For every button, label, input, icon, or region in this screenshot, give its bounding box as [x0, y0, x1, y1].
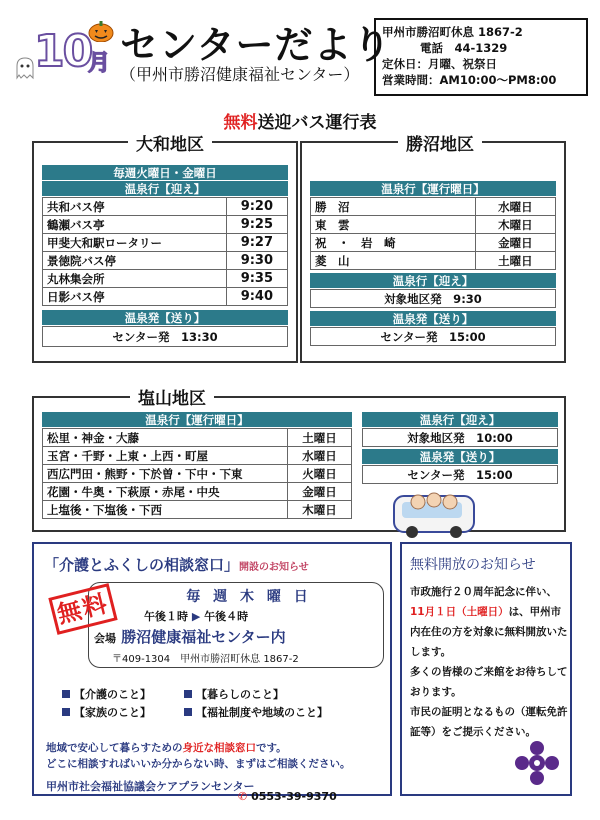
consultation-message-1: 地域で安心して暮らすための身近な相談窓口です。: [46, 742, 287, 754]
square-bullet-icon: [62, 690, 70, 698]
stop-time: 9:35: [226, 270, 287, 288]
stop-name: 景徳院バス停: [43, 252, 227, 270]
hours-start: 午後１時: [144, 610, 188, 623]
consultation-address: 〒409-1304 甲州市勝沼町休息 1867-2: [112, 654, 299, 665]
katsunuma-pickup-text: 対象地区発 9:30: [311, 290, 556, 308]
area-name: 祝 ・ 岩 崎: [311, 234, 476, 252]
area-name: 花園・牛奥・下萩原・赤尾・中央: [43, 483, 288, 501]
consultation-box: [32, 542, 392, 796]
free-opening-heading: 無料開放のお知らせ: [410, 557, 536, 573]
stop-time: 9:25: [226, 216, 287, 234]
consultation-title: 「介護とふくしの相談窓口」: [44, 556, 240, 574]
katsunuma-band-return: 温泉発【送り】: [310, 311, 556, 327]
city-emblem-icon: [514, 740, 560, 786]
area-name: 菱 山: [311, 252, 476, 270]
stop-name: 日影バス停: [43, 288, 227, 306]
info-tel: 電話 44-1329: [420, 41, 508, 55]
page-subtitle: （甲州市勝沼健康福祉センター）: [120, 65, 360, 84]
square-bullet-icon: [184, 690, 192, 698]
info-hours: 営業時間：AM10:00～PM8:00: [382, 73, 557, 87]
stop-name: 共和バス停: [43, 198, 227, 216]
area-day: 金曜日: [288, 483, 352, 501]
square-bullet-icon: [62, 708, 70, 716]
month-number: 10: [34, 26, 92, 77]
consultation-organization: 甲州市社会福祉協議会ケアプランセンター: [46, 780, 255, 793]
yamato-pickup-band: 温泉行【迎え】: [42, 181, 288, 197]
table-row: [311, 216, 556, 234]
area-name: 上塩後・下塩後・下西: [43, 501, 288, 519]
table-row: [43, 198, 288, 216]
month-badge: [14, 20, 114, 90]
bus-icon: [392, 488, 476, 540]
bus-title-free: 無料: [223, 113, 258, 133]
area-name: 東 雲: [311, 216, 476, 234]
stop-time: 9:27: [226, 234, 287, 252]
enzan-band-return: 温泉発【送り】: [362, 449, 558, 465]
table-row: [43, 429, 352, 447]
consultation-phone: [238, 790, 337, 803]
area-name: 松里・神金・大藤: [43, 429, 288, 447]
katsunuma-region: [300, 141, 566, 363]
table-row: [43, 216, 288, 234]
enzan-pickup-text: 対象地区発 10:00: [363, 429, 558, 447]
stop-name: 鶴瀬バス亭: [43, 216, 227, 234]
free-opening-text: 市政施行２０周年記念に伴い、11月１日（土曜日）は、甲州市内在住の方を対象に無料開放いたします。 多くの皆様のご来館をお待ちしております。 市民の証明となるもの（運転免許証等）をご提示ください。: [410, 586, 568, 738]
stop-time: 9:40: [226, 288, 287, 306]
table-row: [43, 234, 288, 252]
category-item: 【福祉制度や地域のこと】: [184, 704, 328, 720]
stop-name: 甲斐大和駅ロータリー: [43, 234, 227, 252]
enzan-return-text: センター発 15:00: [363, 466, 558, 484]
info-address: 甲州市勝沼町休息 1867-2: [382, 25, 523, 39]
enzan-band-pickup: 温泉行【迎え】: [362, 412, 558, 428]
free-opening-box: [400, 542, 572, 796]
katsunuma-title: 勝沼地区: [398, 130, 482, 155]
table-row: [43, 501, 352, 519]
arrow-right-icon: ▶: [191, 610, 201, 623]
info-closed: 定休日：月曜、祝祭日: [382, 57, 497, 71]
table-row: [43, 483, 352, 501]
venue-label: 会場: [94, 632, 116, 645]
enzan-band-days: 温泉行【運行曜日】: [42, 412, 352, 428]
category-item: 【暮らしのこと】: [184, 686, 284, 702]
katsunuma-band-pickup: 温泉行【迎え】: [310, 273, 556, 289]
area-day: 金曜日: [475, 234, 555, 252]
hours-end: 午後４時: [204, 610, 249, 623]
venue-name: 勝沼健康福祉センター内: [121, 628, 286, 646]
katsunuma-band-days: 温泉行【運行曜日】: [310, 181, 556, 197]
enzan-areas-table: [42, 428, 352, 519]
katsunuma-return-text: センター発 15:00: [311, 328, 556, 346]
table-row: [311, 234, 556, 252]
area-name: 勝 沼: [311, 198, 476, 216]
enzan-region: [32, 396, 566, 532]
area-day: 木曜日: [475, 216, 555, 234]
free-stamp: 無料: [48, 583, 117, 635]
area-day: 土曜日: [288, 429, 352, 447]
table-row: [43, 252, 288, 270]
consultation-message-2: どこに相談すればいいか分からない時、まずはご相談ください。: [46, 758, 351, 770]
stop-time: 9:30: [226, 252, 287, 270]
square-bullet-icon: [184, 708, 192, 716]
table-row: [43, 270, 288, 288]
stop-name: 丸林集会所: [43, 270, 227, 288]
table-row: [43, 447, 352, 465]
table-row: [43, 288, 288, 306]
area-name: 西広門田・熊野・下於曽・下中・下東: [43, 465, 288, 483]
bus-title-rest: 送迎バス運行表: [257, 113, 377, 133]
ghost-icon: [14, 56, 36, 80]
area-name: 玉宮・千野・上東・上西・町屋: [43, 447, 288, 465]
bus-schedule-title: [0, 108, 600, 133]
consultation-days: 毎 週 木 曜 日: [186, 589, 312, 605]
area-day: 火曜日: [288, 465, 352, 483]
stop-time: 9:20: [226, 198, 287, 216]
consultation-heading: [44, 554, 309, 575]
category-item: 【家族のこと】: [62, 704, 151, 720]
consultation-venue: [94, 626, 286, 647]
consultation-title-suffix: 開設のお知らせ: [239, 562, 309, 573]
area-day: 水曜日: [288, 447, 352, 465]
info-box: [374, 18, 588, 96]
yamato-title: 大和地区: [128, 130, 212, 155]
category-item: 【介護のこと】: [62, 686, 151, 702]
page-title: センターだより: [120, 23, 392, 67]
table-row: [311, 252, 556, 270]
yamato-return-band: 温泉発【送り】: [42, 310, 288, 326]
pumpkin-icon: [88, 20, 114, 42]
yamato-region: [32, 141, 298, 363]
phone-icon: ✆: [238, 790, 248, 803]
table-row: [311, 198, 556, 216]
area-day: 土曜日: [475, 252, 555, 270]
phone-number: 0553-39-9370: [251, 790, 337, 803]
month-unit: 月: [88, 51, 111, 76]
area-day: 水曜日: [475, 198, 555, 216]
katsunuma-areas-table: [310, 197, 556, 270]
enzan-title: 塩山地区: [130, 384, 214, 409]
table-row: [43, 465, 352, 483]
yamato-days-band: 毎週火曜日・金曜日: [42, 165, 288, 181]
yamato-return-text: センター発 13:30: [43, 327, 288, 347]
consultation-hours: [144, 608, 248, 624]
area-day: 木曜日: [288, 501, 352, 519]
yamato-stops-table: [42, 197, 288, 306]
